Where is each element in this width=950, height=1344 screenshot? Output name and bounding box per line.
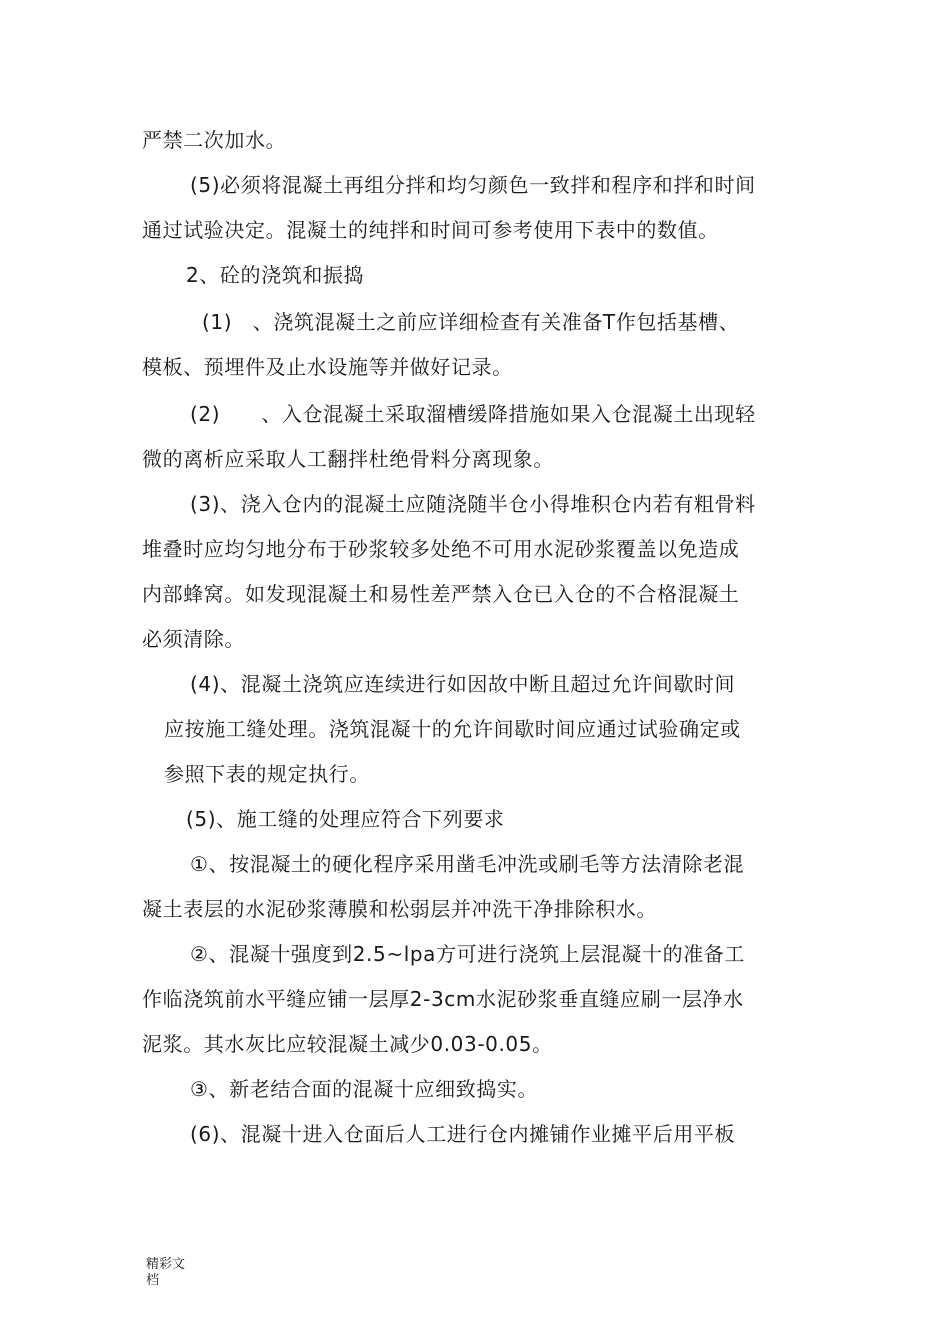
text-line: 堆叠时应均匀地分布于砂浆较多处绝不可用水泥砂浆覆盖以免造成 (142, 537, 740, 561)
text-line: ②、混凝十强度到2.5~lpa方可进行浇筑上层混凝十的准备工 (190, 942, 746, 966)
text-line: 凝土表层的水泥砂浆薄膜和松弱层并冲洗干净排除积水。 (142, 897, 657, 921)
text-line: (4)、混凝土浇筑应连续进行如因故中断且超过允许间歇时间 (190, 672, 736, 696)
text-line: 微的离析应采取人工翻拌杜绝骨料分离现象。 (142, 447, 554, 471)
text-line: 泥浆。其水灰比应较混凝土减少0.03-0.05。 (142, 1032, 553, 1056)
page-footer (146, 1257, 185, 1289)
text-line: (2) 、入仓混凝土采取溜槽缓降措施如果入仓混凝土出现轻 (190, 402, 756, 426)
section-heading: 2、砼的浇筑和振捣 (186, 263, 365, 287)
text-line: ③、新老结合面的混凝十应细致捣实。 (190, 1077, 539, 1101)
text-line: 内部蜂窝。如发现混凝土和易性差严禁入仓已入仓的不合格混凝土 (142, 582, 740, 606)
text-line: 应按施工缝处理。浇筑混凝十的允许间歇时间应通过试验确定或 (164, 717, 741, 741)
text-line: 参照下表的规定执行。 (164, 762, 370, 786)
text-line: ①、按混凝土的硬化程序采用凿毛冲洗或刷毛等方法清除老混 (190, 852, 745, 876)
text-line: (1) 、浇筑混凝土之前应详细检查有关准备T作包括基槽、 (202, 310, 740, 334)
text-line: 作临浇筑前水平缝应铺一层厚2-3cm水泥砂浆垂直缝应刷一层净水 (142, 987, 744, 1011)
text-line: 严禁二次加水。 (142, 128, 287, 152)
text-line: 模板、预埋件及止水设施等并做好记录。 (142, 355, 513, 379)
text-line: (5)、施工缝的处理应符合下列要求 (186, 807, 505, 831)
text-line: 必须清除。 (142, 627, 245, 651)
text-line: 通过试验决定。混凝土的纯拌和时间可参考使用下表中的数值。 (142, 218, 719, 242)
text-line: (6)、混凝十进入仓面后人工进行仓内摊铺作业摊平后用平板 (190, 1122, 736, 1146)
text-line: (3)、浇入仓内的混凝土应随浇随半仓小得堆积仓内若有粗骨料 (190, 492, 756, 516)
text-line: (5)必须将混凝土再组分拌和均匀颜色一致拌和程序和拌和时间 (190, 173, 756, 197)
footer-text-line: 精彩文 (146, 1257, 186, 1272)
footer-text-line: 档 (146, 1273, 160, 1288)
